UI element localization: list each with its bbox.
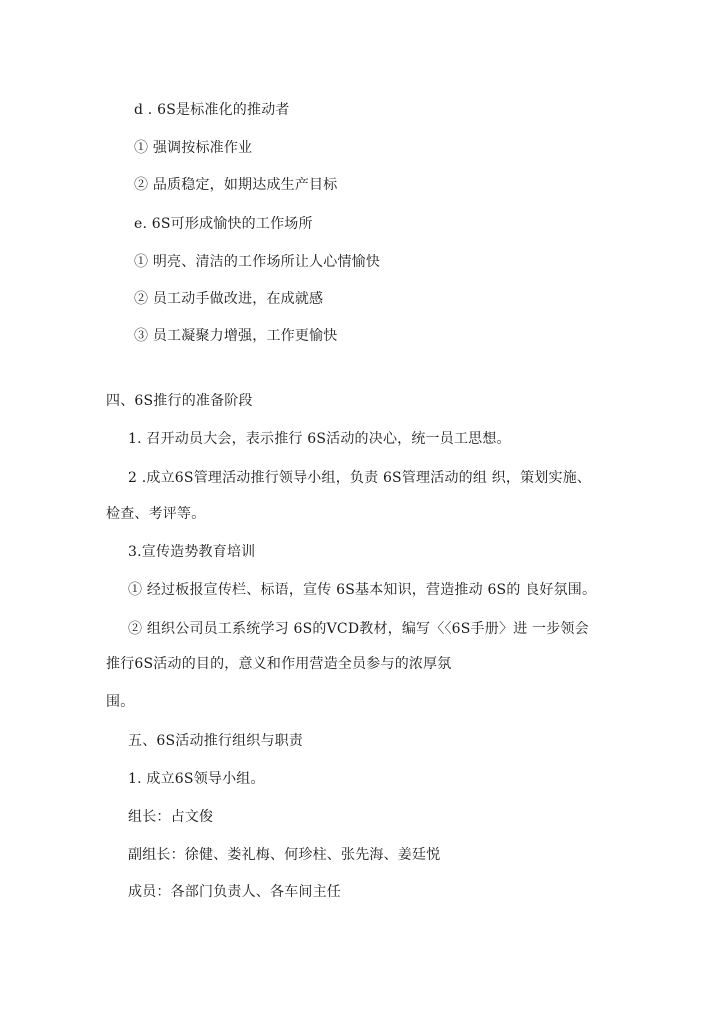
- item-d-point-2: ② 品质稳定，如期达成生产目标: [134, 177, 338, 193]
- item-d-point-1: ① 强调按标准作业: [134, 140, 253, 156]
- section-4-item-3-point-2-end: 围。: [106, 694, 135, 710]
- item-e-heading: e. 6S可形成愉快的工作场所: [134, 216, 313, 232]
- section-5-heading: 五、6S活动推行组织与职责: [128, 733, 304, 749]
- item-e-point-3: ③ 员工凝聚力增强，工作更愉快: [134, 328, 338, 344]
- item-e-point-1: ① 明亮、清洁的工作场所让人心情愉快: [134, 254, 381, 270]
- leader-line: 组长：占文俊: [128, 809, 214, 825]
- deputy-leader-line: 副组长：徐健、娄礼梅、何珍柱、张先海、姜廷悦: [128, 847, 441, 863]
- section-4-item-3-point-1: ① 经过板报宣传栏、标语，宣传 6S基本知识，营造推动 6S的 良好氛围。: [128, 582, 597, 598]
- section-4-item-1: 1. 召开动员大会，表示推行 6S活动的决心，统一员工思想。: [128, 431, 511, 447]
- members-line: 成员：各部门负责人、各车间主任: [128, 884, 341, 900]
- section-4-heading: 四、6S推行的准备阶段: [106, 393, 253, 409]
- section-4-item-3-point-2-cont: 推行6S活动的目的，意义和作用营造全员参与的浓厚氛: [106, 656, 452, 672]
- section-5-item-1: 1. 成立6S领导小组。: [128, 771, 265, 787]
- item-e-point-2: ② 员工动手做改进，在成就感: [134, 291, 324, 307]
- section-4-item-2-cont: 检查、考评等。: [106, 506, 206, 522]
- section-4-item-2: 2 .成立6S管理活动推行领导小组，负责 6S管理活动的组 织，策划实施、: [128, 470, 592, 486]
- section-4-item-3: 3.宣传造势教育培训: [128, 544, 256, 560]
- item-d-heading: d . 6S是标准化的推动者: [134, 102, 290, 118]
- section-4-item-3-point-2: ② 组织公司员工系统学习 6S的VCD教材，编写〈〈6S手册〉进 一步领会: [128, 621, 589, 637]
